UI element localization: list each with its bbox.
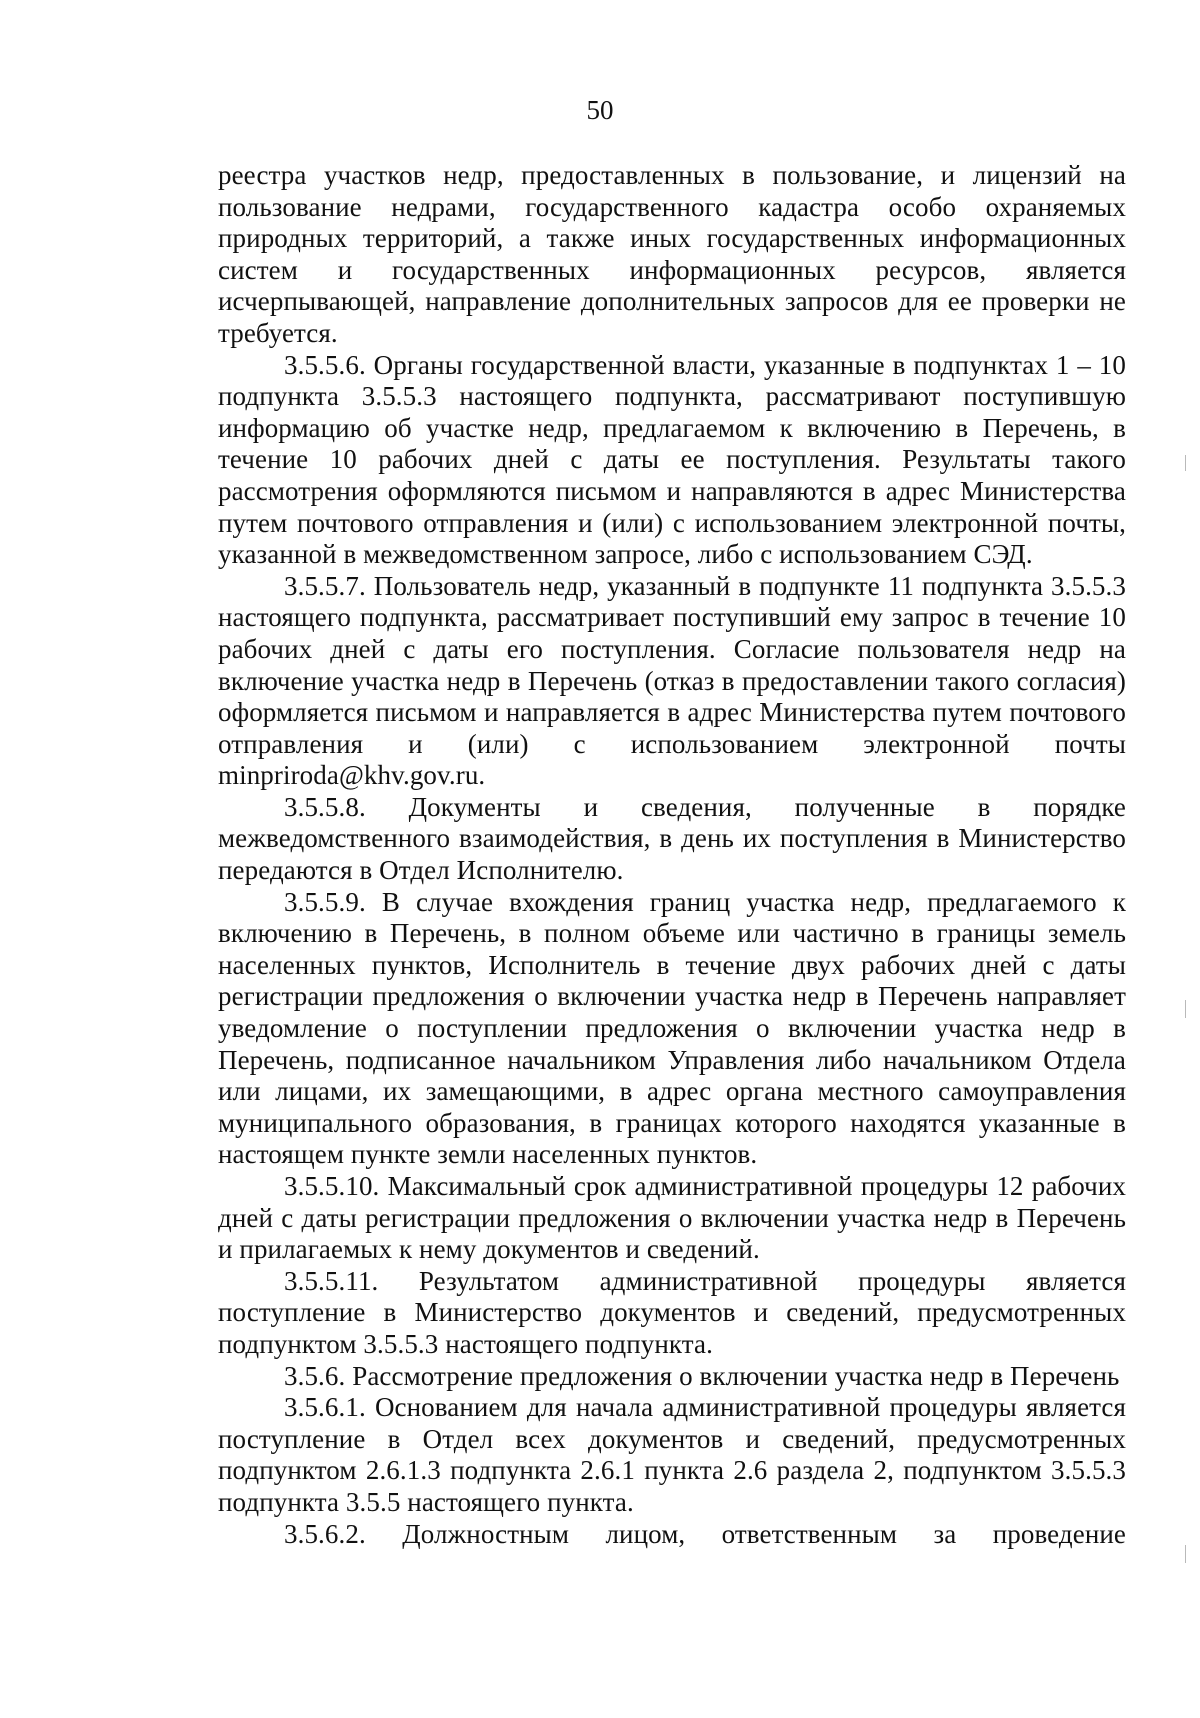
paragraph-3-5-6-2: 3.5.6.2. Должностным лицом, ответственным за проведение — [284, 1518, 1126, 1549]
section-heading-3-5-6: 3.5.6. Рассмотрение предложения о включении участка недр в Перечень — [284, 1360, 1120, 1391]
paragraph-continuation: реестра участков недр, предоставленных в пользование, и лицензий на пользование недрами, государственного кадастра особо охраняемых природных территорий, а также иных государственных информационных систем и государственных информационных ресурсов, является исчерпывающей, направление дополнительных запросов для ее проверки не требуется. — [218, 160, 1126, 348]
paragraph-3-5-5-10: 3.5.5.10. Максимальный срок административной процедуры 12 рабочих дней с даты регистрации предложения о включении участка недр в Перечень и прилагаемых к нему документов и сведений. — [218, 1171, 1126, 1265]
scan-artifact-mark — [1185, 1545, 1186, 1563]
scan-artifact-mark — [1185, 455, 1186, 471]
paragraph-3-5-5-6: 3.5.5.6. Органы государственной власти, указанные в подпунктах 1 – 10 подпункта 3.5.5.3 настоящего подпункта, рассматривают поступившую информацию об участке недр, предлагаемом к включению в Перечень, в течение 10 рабочих дней с даты ее поступления. Результаты такого рассмотрения оформляются письмом и направляются в адрес Министерства путем почтового отправления и (или) с использованием электронной почты, указанной в межведомственном запросе, либо с использованием СЭД. — [218, 349, 1126, 570]
document-body — [218, 160, 1126, 1550]
page-number: 50 — [586, 95, 614, 125]
paragraph-3-5-5-11: 3.5.5.11. Результатом административной процедуры является поступление в Министерство документов и сведений, предусмотренных подпунктом 3.5.5.3 настоящего подпункта. — [218, 1265, 1126, 1359]
paragraph-3-5-5-7: 3.5.5.7. Пользователь недр, указанный в подпункте 11 подпункта 3.5.5.3 настоящего подпункта, рассматривает поступивший ему запрос в течение 10 рабочих дней с даты его поступления. Согласие пользователя недр на включение участка недр в Перечень (отказ в предоставлении такого согласия) оформляется письмом и направляется в адрес Министерства путем почтового отправления и (или) с использованием электронной почты minprirodа@khv.gov.ru. — [218, 570, 1126, 791]
paragraph-3-5-5-9: 3.5.5.9. В случае вхождения границ участка недр, предлагаемого к включению в Перечень, в полном объеме или частично в границы земель населенных пунктов, Исполнитель в течение двух рабочих дней с даты регистрации предложения о включении участка недр в Перечень направляет уведомление о поступлении предложения о включении участка недр в Перечень, подписанное начальником Управления либо начальником Отдела или лицами, их замещающими, в адрес органа местного самоуправления муниципального образования, в границах которого находятся указанные в настоящем пункте земли населенных пунктов. — [218, 886, 1126, 1170]
scan-artifact-mark — [1185, 1000, 1186, 1018]
paragraph-3-5-5-8: 3.5.5.8. Документы и сведения, полученные в порядке межведомственного взаимодействия, в день их поступления в Министерство передаются в Отдел Исполнителю. — [218, 791, 1126, 886]
paragraph-3-5-6-1: 3.5.6.1. Основанием для начала административной процедуры является поступление в Отдел всех документов и сведений, предусмотренных подпунктом 2.6.1.3 подпункта 2.6.1 пункта 2.6 раздела 2, подпунктом 3.5.5.3 подпункта 3.5.5 настоящего пункта. — [218, 1392, 1126, 1517]
